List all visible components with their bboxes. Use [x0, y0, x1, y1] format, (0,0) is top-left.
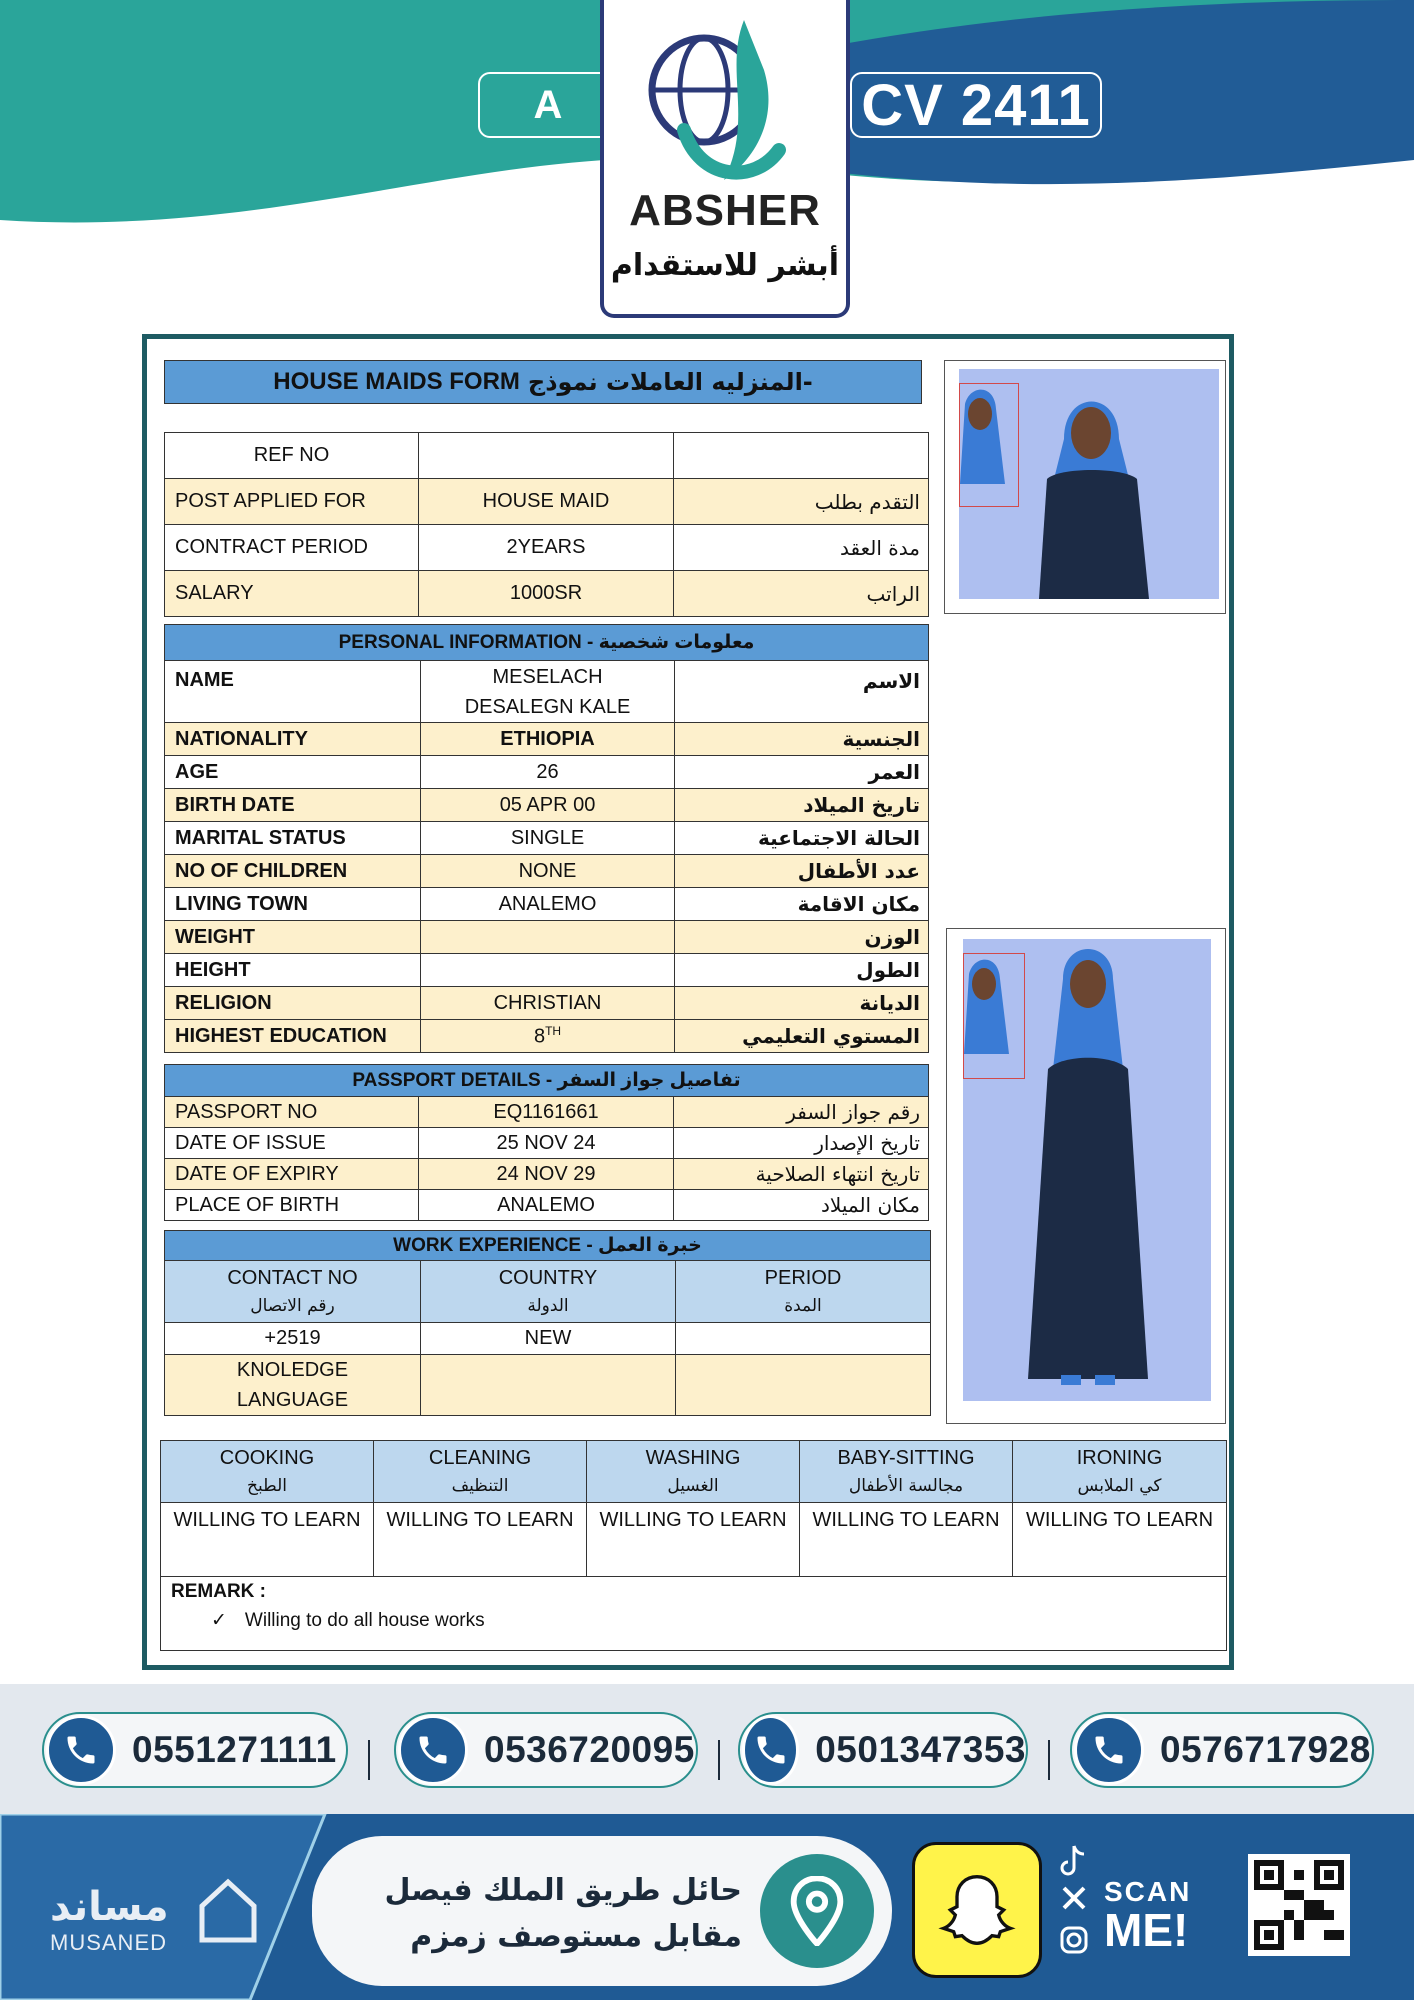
- weight-ar: الوزن: [675, 921, 929, 954]
- name-value: MESELACH DESALEGN KALE: [421, 661, 675, 723]
- table-row: [165, 525, 929, 571]
- issue-label: DATE OF ISSUE: [165, 1128, 419, 1159]
- name-ar: الاسم: [675, 661, 929, 723]
- phone-button-2[interactable]: [394, 1712, 698, 1788]
- country-col-ar: الدولة: [527, 1295, 569, 1316]
- table-row: [165, 855, 929, 888]
- education-ar: المستوي التعليمي: [675, 1020, 929, 1053]
- table-row: [165, 789, 929, 822]
- musaned-ar: مساند: [50, 1884, 169, 1930]
- form-title-en: HOUSE MAIDS FORM: [273, 368, 520, 395]
- table-row: [165, 1323, 931, 1355]
- work-country-value: NEW: [421, 1323, 676, 1355]
- skill-babysitting-ar: مجالسة الأطفال: [848, 1475, 964, 1496]
- weight-label: WEIGHT: [165, 921, 421, 954]
- contact-col-ar: رقم الاتصال: [250, 1295, 335, 1316]
- age-label: AGE: [165, 756, 421, 789]
- table-row: [165, 723, 929, 756]
- height-label: HEIGHT: [165, 954, 421, 987]
- marital-label: MARITAL STATUS: [165, 822, 421, 855]
- post-label: POST APPLIED FOR: [165, 479, 419, 525]
- photo-frame-bottom: [946, 928, 1226, 1424]
- scan-text: SCAN: [1104, 1876, 1192, 1907]
- remark-cell: [161, 1577, 1227, 1651]
- contract-value: 2YEARS: [419, 525, 674, 571]
- tiktok-icon: [1062, 1846, 1084, 1874]
- phone-strip: [0, 1684, 1414, 1814]
- cv-code-badge: CV 2411: [850, 72, 1102, 138]
- table-row: [165, 1261, 931, 1323]
- table-row: [165, 1231, 931, 1261]
- children-label: NO OF CHILDREN: [165, 855, 421, 888]
- globe-icon: [604, 10, 854, 210]
- musaned-logo: [50, 1884, 169, 1956]
- phone-icon: [1074, 1715, 1144, 1785]
- address-line-1: حائل طريق الملك فيصل: [384, 1873, 742, 1908]
- knowledge-language-extra: [676, 1355, 931, 1416]
- table-row: [165, 954, 929, 987]
- period-col-header: [676, 1261, 931, 1323]
- country-col-header: [421, 1261, 676, 1323]
- country-col-en: COUNTRY: [498, 1266, 598, 1289]
- skill-cleaning-en: CLEANING: [428, 1446, 532, 1469]
- living-town-ar: مكان الاقامة: [675, 888, 929, 921]
- post-ar: التقدم بطلب: [674, 479, 929, 525]
- phone-icon: [46, 1715, 116, 1785]
- form-title: [164, 360, 922, 404]
- skill-washing-en: WASHING: [645, 1446, 741, 1469]
- address-box[interactable]: [312, 1836, 892, 1986]
- period-col-en: PERIOD: [764, 1266, 842, 1289]
- address-line-2: مقابل مستوصف زمزم: [410, 1919, 742, 1954]
- skill-cleaning-value: WILLING TO LEARN: [374, 1503, 587, 1577]
- issue-value: 25 NOV 24: [419, 1128, 674, 1159]
- name-label: NAME: [165, 661, 421, 723]
- table-row: [165, 625, 929, 661]
- divider: [1048, 1740, 1050, 1780]
- living-town-value: ANALEMO: [421, 888, 675, 921]
- footer-bar: [0, 1814, 1414, 2000]
- qr-code-icon: [1254, 1860, 1344, 1950]
- grade-badge: A: [478, 72, 618, 138]
- religion-ar: الديانة: [675, 987, 929, 1020]
- marital-value: SINGLE: [421, 822, 675, 855]
- table-row: [165, 479, 929, 525]
- birth-place-ar: مكان الميلاد: [674, 1190, 929, 1221]
- absher-logo: [600, 0, 850, 318]
- salary-value: 1000SR: [419, 571, 674, 617]
- x-icon: [1064, 1888, 1084, 1908]
- table-row: [165, 1190, 929, 1221]
- divider: [718, 1740, 720, 1780]
- living-town-label: LIVING TOWN: [165, 888, 421, 921]
- skill-ironing-en: IRONING: [1076, 1446, 1163, 1469]
- contract-ar: مدة العقد: [674, 525, 929, 571]
- personal-info-header: PERSONAL INFORMATION - معلومات شخصية: [165, 625, 929, 661]
- table-row: [161, 1441, 1227, 1503]
- snapchat-ghost-icon: [937, 1870, 1017, 1950]
- weight-value: [421, 921, 675, 954]
- education-grade: 8: [533, 1025, 546, 1048]
- skill-ironing-header: [1013, 1441, 1227, 1503]
- skill-babysitting-header: [800, 1441, 1013, 1503]
- table-row: [165, 888, 929, 921]
- skill-washing-ar: الغسيل: [667, 1475, 719, 1496]
- ref-no-ar: [674, 433, 929, 479]
- snapchat-code[interactable]: [912, 1842, 1042, 1978]
- work-period-value: [676, 1323, 931, 1355]
- marital-ar: الحالة الاجتماعية: [675, 822, 929, 855]
- ref-no-value: [419, 433, 674, 479]
- table-row: [165, 987, 929, 1020]
- table-row: [161, 1577, 1227, 1651]
- contact-col-header: [165, 1261, 421, 1323]
- musaned-en: MUSANED: [50, 1930, 168, 1955]
- phone-button-4[interactable]: [1070, 1712, 1374, 1788]
- top-info-table: [164, 432, 929, 617]
- instagram-icon: [1062, 1928, 1086, 1952]
- phone-number-1: 0551271111: [132, 1729, 337, 1770]
- skills-table: [160, 1440, 1227, 1651]
- me-text: ME!: [1104, 1904, 1189, 1956]
- expiry-label: DATE OF EXPIRY: [165, 1159, 419, 1190]
- header-banner: [0, 0, 1414, 283]
- table-row: [165, 1065, 929, 1097]
- skill-babysitting-value: WILLING TO LEARN: [800, 1503, 1013, 1577]
- table-row: [165, 921, 929, 954]
- work-header: WORK EXPERIENCE - خبرة العمل: [165, 1231, 931, 1261]
- nationality-value: ETHIOPIA: [421, 723, 675, 756]
- thumb-figure-icon: [960, 384, 1019, 507]
- phone-number-3: 0501347353: [815, 1729, 1026, 1770]
- table-row: [161, 1503, 1227, 1577]
- candidate-photo-small: [959, 369, 1219, 599]
- skill-washing-value: WILLING TO LEARN: [587, 1503, 800, 1577]
- skill-ironing-ar: كي الملابس: [1077, 1475, 1162, 1496]
- candidate-photo-full: [963, 939, 1211, 1401]
- children-ar: عدد الأطفال: [675, 855, 929, 888]
- table-row: [165, 1159, 929, 1190]
- skill-cooking-ar: الطبخ: [247, 1475, 287, 1496]
- photo-thumb: [959, 383, 1019, 507]
- table-row: [165, 822, 929, 855]
- table-row: [165, 1097, 929, 1128]
- location-pin-icon: [760, 1854, 874, 1968]
- passport-no-label: PASSPORT NO: [165, 1097, 419, 1128]
- children-value: NONE: [421, 855, 675, 888]
- religion-value: CHRISTIAN: [421, 987, 675, 1020]
- remark-text: Willing to do all house works: [244, 1610, 485, 1631]
- skill-cleaning-header: [374, 1441, 587, 1503]
- passport-header: PASSPORT DETAILS - تفاصيل جواز السفر: [165, 1065, 929, 1097]
- skill-cooking-header: [161, 1441, 374, 1503]
- table-row: [165, 1020, 929, 1053]
- remark-item: [171, 1609, 1216, 1632]
- check-icon: ✓: [211, 1610, 227, 1631]
- scan-me-label: [1104, 1876, 1192, 1956]
- social-icons: [1056, 1842, 1092, 1962]
- knowledge-language-value: [421, 1355, 676, 1416]
- salary-label: SALARY: [165, 571, 419, 617]
- education-label: HIGHEST EDUCATION: [165, 1020, 421, 1053]
- table-row: [165, 433, 929, 479]
- logo-text-en: ABSHER: [629, 186, 821, 235]
- expiry-value: 24 NOV 29: [419, 1159, 674, 1190]
- birth-date-value: 05 APR 00: [421, 789, 675, 822]
- salary-ar: الراتب: [674, 571, 929, 617]
- phone-number-4: 0576717928: [1160, 1729, 1371, 1770]
- address-text: [384, 1868, 742, 1960]
- table-row: [165, 756, 929, 789]
- phone-icon: [398, 1715, 468, 1785]
- nationality-label: NATIONALITY: [165, 723, 421, 756]
- table-row: [165, 571, 929, 617]
- photo-frame-top: [944, 360, 1226, 614]
- phone-icon: [742, 1715, 799, 1785]
- height-value: [421, 954, 675, 987]
- education-value: [421, 1020, 675, 1053]
- knowledge-language-label: KNOLEDGE LANGUAGE: [165, 1355, 421, 1416]
- passport-table: [164, 1064, 929, 1221]
- period-col-ar: المدة: [784, 1295, 822, 1316]
- education-suffix: TH: [545, 1023, 562, 1038]
- expiry-ar: تاريخ انتهاء الصلاحية: [674, 1159, 929, 1190]
- remark-label: REMARK :: [171, 1581, 266, 1602]
- birth-place-label: PLACE OF BIRTH: [165, 1190, 419, 1221]
- ref-no-label: REF NO: [165, 433, 419, 479]
- contract-label: CONTRACT PERIOD: [165, 525, 419, 571]
- logo-text-ar: أبشر للاستقدام: [610, 248, 840, 283]
- table-row: [165, 1128, 929, 1159]
- issue-ar: تاريخ الإصدار: [674, 1128, 929, 1159]
- age-value: 26: [421, 756, 675, 789]
- skill-babysitting-en: BABY-SITTING: [837, 1446, 975, 1469]
- skill-washing-header: [587, 1441, 800, 1503]
- phone-button-3[interactable]: [738, 1712, 1028, 1788]
- phone-button-1[interactable]: [42, 1712, 348, 1788]
- home-icon: [196, 1876, 260, 1946]
- birth-date-ar: تاريخ الميلاد: [675, 789, 929, 822]
- skill-cooking-value: WILLING TO LEARN: [161, 1503, 374, 1577]
- birth-place-value: ANALEMO: [419, 1190, 674, 1221]
- photo-thumb-2: [963, 953, 1025, 1079]
- height-ar: الطول: [675, 954, 929, 987]
- skill-cleaning-ar: التنظيف: [451, 1475, 509, 1496]
- thumb-figure-icon-2: [964, 954, 1025, 1079]
- age-ar: العمر: [675, 756, 929, 789]
- work-experience-table: [164, 1230, 931, 1416]
- post-value: HOUSE MAID: [419, 479, 674, 525]
- skill-cooking-en: COOKING: [219, 1446, 315, 1469]
- work-contact-value: +2519: [165, 1323, 421, 1355]
- religion-label: RELIGION: [165, 987, 421, 1020]
- table-row: [165, 661, 929, 723]
- passport-no-ar: رقم جواز السفر: [674, 1097, 929, 1128]
- contact-col-en: CONTACT NO: [227, 1266, 358, 1289]
- nationality-ar: الجنسية: [675, 723, 929, 756]
- qr-code[interactable]: [1248, 1854, 1350, 1956]
- skill-ironing-value: WILLING TO LEARN: [1013, 1503, 1227, 1577]
- birth-date-label: BIRTH DATE: [165, 789, 421, 822]
- phone-number-2: 0536720095: [484, 1729, 695, 1770]
- personal-info-table: [164, 624, 929, 1053]
- form-title-ar: المنزليه العاملات نموذج-: [527, 368, 813, 396]
- passport-no-value: EQ1161661: [419, 1097, 674, 1128]
- table-row: [165, 1355, 931, 1416]
- divider: [368, 1740, 370, 1780]
